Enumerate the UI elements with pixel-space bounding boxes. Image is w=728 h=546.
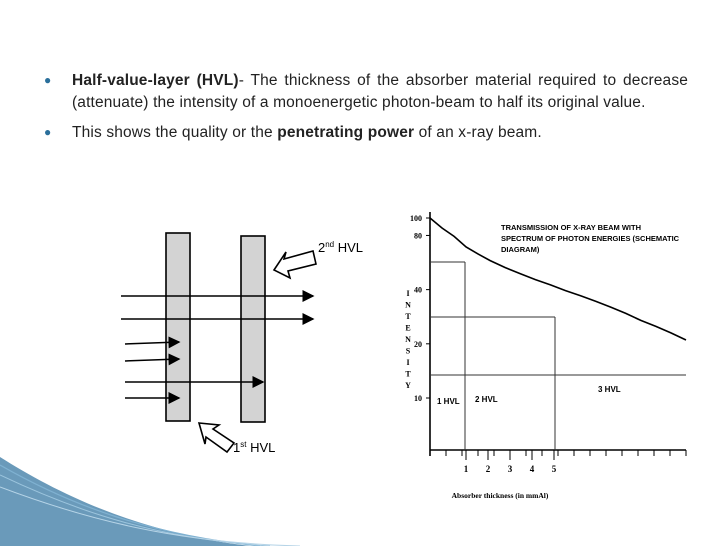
y-axis-label-letter: N [405,300,411,310]
hvl-term: Half-value-layer (HVL) [72,72,239,89]
y-axis-label-letter: E [405,323,411,333]
x-tick-label: 5 [551,464,557,474]
hvl-label: 3 HVL [598,385,621,394]
x-tick-label: 2 [485,464,491,474]
chart-title-line: SPECTRUM OF PHOTON ENERGIES (SCHEMATIC [501,234,680,243]
label-1st-hvl: 1st HVL [233,440,276,455]
y-tick-label: 20 [414,339,422,349]
y-tick-label: 80 [414,231,422,241]
hvl-definition-text: - The thickness of the absorber material required to decrease (attenuate) the intensity of a monoenergetic photon-beam to half its original value. [72,72,688,111]
y-axis-label-letter: Y [405,381,411,390]
chart-title-line: TRANSMISSION OF X-RAY BEAM WITH [501,223,642,232]
hvl-label: 2 HVL [475,395,498,404]
x-tick-label: 4 [529,464,535,474]
absorber-slab-1 [166,233,190,421]
y-axis-label-letter: S [405,346,411,356]
x-axis-label: Absorber thickness (in mmAl) [451,491,549,500]
y-axis-label-letter: T [405,369,411,379]
y-tick-label: 40 [414,285,422,295]
bullet-icon: ● [44,125,52,139]
label-2nd-hvl: 2nd HVL [318,240,364,255]
y-tick-label: 10 [414,394,422,403]
penetrating-post-text: of an x-ray beam. [414,124,542,141]
y-axis-label-letter: T [405,312,411,321]
pointer-1st-hvl-icon [199,423,234,452]
pointer-2nd-hvl-icon [274,251,316,278]
y-tick-label: 100 [410,214,422,223]
decorative-swoosh [0,455,728,546]
chart-title-line: DIAGRAM) [501,245,540,254]
penetrating-power-term: penetrating power [277,124,415,141]
y-axis-label-letter: I [406,358,410,367]
y-axis-label-letter: I [406,289,410,298]
penetrating-pre-text: This shows the quality or the [72,124,278,141]
bullet-icon: ● [44,73,52,87]
absorber-slab-2 [241,236,265,422]
y-axis-label-letter: N [405,335,411,344]
x-tick-label: 3 [507,464,513,474]
hvl-label: 1 HVL [437,397,460,406]
x-tick-label: 1 [463,464,469,474]
